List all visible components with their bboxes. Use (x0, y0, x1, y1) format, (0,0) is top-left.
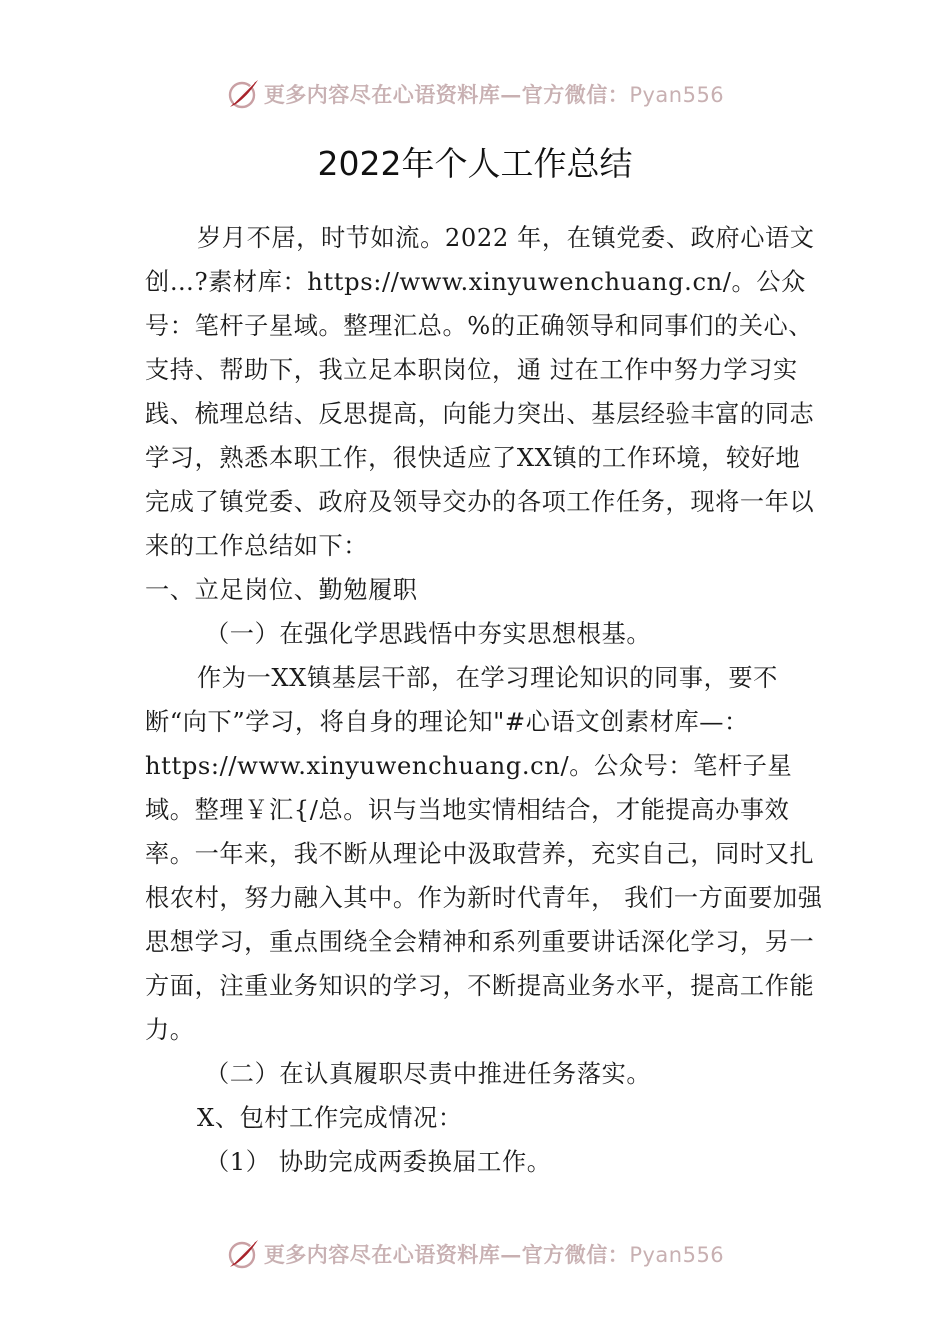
watermark-footer (0, 1232, 950, 1276)
item-heading-x: X、包村工作完成情况： (197, 1104, 463, 1132)
subsection-paragraph-1: 作为一XX镇基层干部，在学习理论知识的同事，要不断“向下”学习，将自身的理论知"#心语文创素材库—：https://www.xinyuwenchuang.cn/。公众号：笔杆子星域。整理￥汇{/总。识与当地实情相结合，才能提高办事效率。一年来，我不断从理论中汲取营养，充实自己，同时又扎根农村，努力融入其中。作为新时代青年， 我们一方面要加强思想学习，重点围绕全会精神和系列重要讲话深化学习，另一方面，注重业务知识的学习，不断提高业务水平，提高工作能力。 (145, 664, 823, 1044)
watermark-text: 更多内容尽在心语资料库—官方微信：Pyan556 (263, 1242, 725, 1267)
watermark-wechat-id: Pyan556 (629, 1243, 725, 1267)
document-title: 2022年个人工作总结 (317, 144, 633, 183)
item-1: （1） 协助完成两委换届工作。 (205, 1148, 552, 1176)
feather-logo-icon (226, 77, 260, 111)
document-body (145, 216, 825, 1184)
subsection-heading-1: （一）在强化学思践悟中夯实思想根基。 (205, 620, 652, 648)
watermark-wechat-id: Pyan556 (629, 83, 725, 107)
subsection-heading-2: （二）在认真履职尽责中推进任务落实。 (205, 1060, 652, 1088)
section-heading-1: 一、立足岗位、勤勉履职 (145, 576, 418, 604)
intro-paragraph: 岁月不居，时节如流。2022 年，在镇党委、政府心语文创…?素材库：https://www.xinyuwenchuang.cn/。公众号：笔杆子星域。整理汇总。%的正确领导和同事们的关心、支持、帮助下，我立足本职岗位，通 过在工作中努力学习实践、梳理总结、反思提高，向能力突出、基层经验丰富的同志学习，熟悉本职工作，很快适应了XX镇的工作环境，较好地完成了镇党委、政府及领导交办的各项工作任务，现将一年以来的工作总结如下： (145, 224, 815, 560)
watermark-header (0, 72, 950, 116)
feather-logo-icon (226, 1237, 260, 1271)
watermark-text: 更多内容尽在心语资料库—官方微信：Pyan556 (263, 82, 725, 107)
